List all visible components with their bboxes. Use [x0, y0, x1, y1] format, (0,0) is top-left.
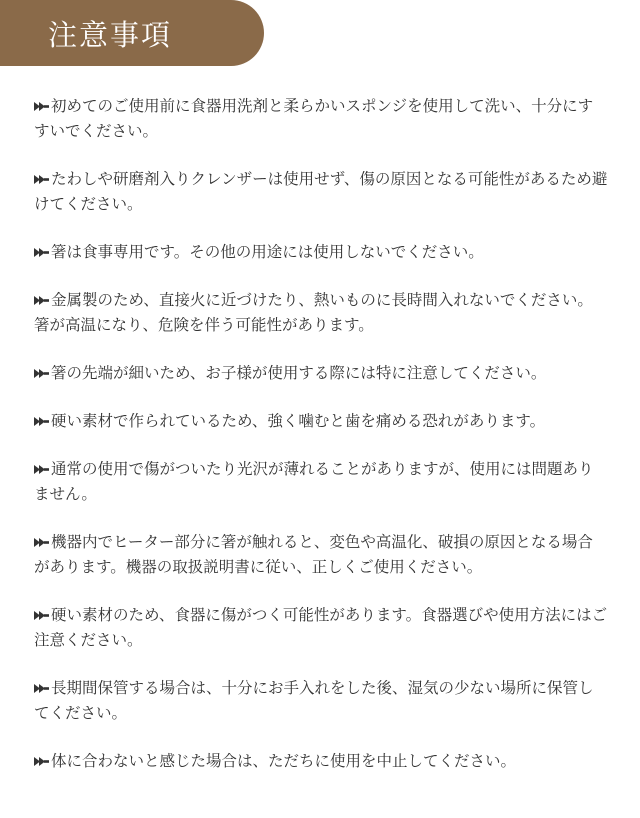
page-title: 注意事項	[48, 17, 173, 52]
double-arrow-icon	[34, 174, 49, 185]
notice-item	[34, 457, 608, 507]
notice-text: 長期間保管する場合は、十分にお手入れをした後、湿気の少ない場所に保管してください。	[34, 679, 594, 722]
notice-item	[34, 167, 608, 217]
double-arrow-icon	[34, 683, 49, 694]
notice-text: 機器内でヒーター部分に箸が触れると、変色や高温化、破損の原因となる場合があります。機器の取扱説明書に従い、正しくご使用ください。	[34, 533, 593, 576]
notice-text: 硬い素材で作られているため、強く噛むと歯を痛める恐れがあります。	[51, 412, 546, 430]
double-arrow-icon	[34, 464, 49, 475]
double-arrow-icon	[34, 416, 49, 427]
notice-item	[34, 603, 608, 653]
double-arrow-icon	[34, 368, 49, 379]
double-arrow-icon	[34, 295, 49, 306]
double-arrow-icon	[34, 537, 49, 548]
notice-list	[34, 94, 608, 797]
notice-item	[34, 530, 608, 580]
double-arrow-icon	[34, 756, 49, 767]
notice-text: 硬い素材のため、食器に傷がつく可能性があります。食器選びや使用方法にはご注意ください。	[34, 606, 608, 649]
notice-text: 初めてのご使用前に食器用洗剤と柔らかいスポンジを使用して洗い、十分にすすいでください。	[34, 97, 594, 140]
notice-text: 金属製のため、直接火に近づけたり、熱いものに長時間入れないでください。箸が高温になり、危険を伴う可能性があります。	[34, 291, 593, 334]
notice-item	[34, 749, 608, 774]
notice-text: 通常の使用で傷がついたり光沢が薄れることがありますが、使用には問題ありません。	[34, 460, 594, 503]
notice-text: 箸は食事専用です。その他の用途には使用しないでください。	[51, 243, 484, 261]
notice-item	[34, 361, 608, 386]
notice-item	[34, 240, 608, 265]
notice-item	[34, 409, 608, 434]
notice-text: 体に合わないと感じた場合は、ただちに使用を中止してください。	[51, 752, 517, 770]
double-arrow-icon	[34, 101, 49, 112]
section-header-tab	[0, 0, 264, 66]
double-arrow-icon	[34, 610, 49, 621]
notice-text: たわしや研磨剤入りクレンザーは使用せず、傷の原因となる可能性があるため避けてください。	[34, 170, 608, 213]
notice-item	[34, 676, 608, 726]
double-arrow-icon	[34, 247, 49, 258]
notice-text: 箸の先端が細いため、お子様が使用する際には特に注意してください。	[51, 364, 547, 382]
notice-item	[34, 94, 608, 144]
notice-item	[34, 288, 608, 338]
